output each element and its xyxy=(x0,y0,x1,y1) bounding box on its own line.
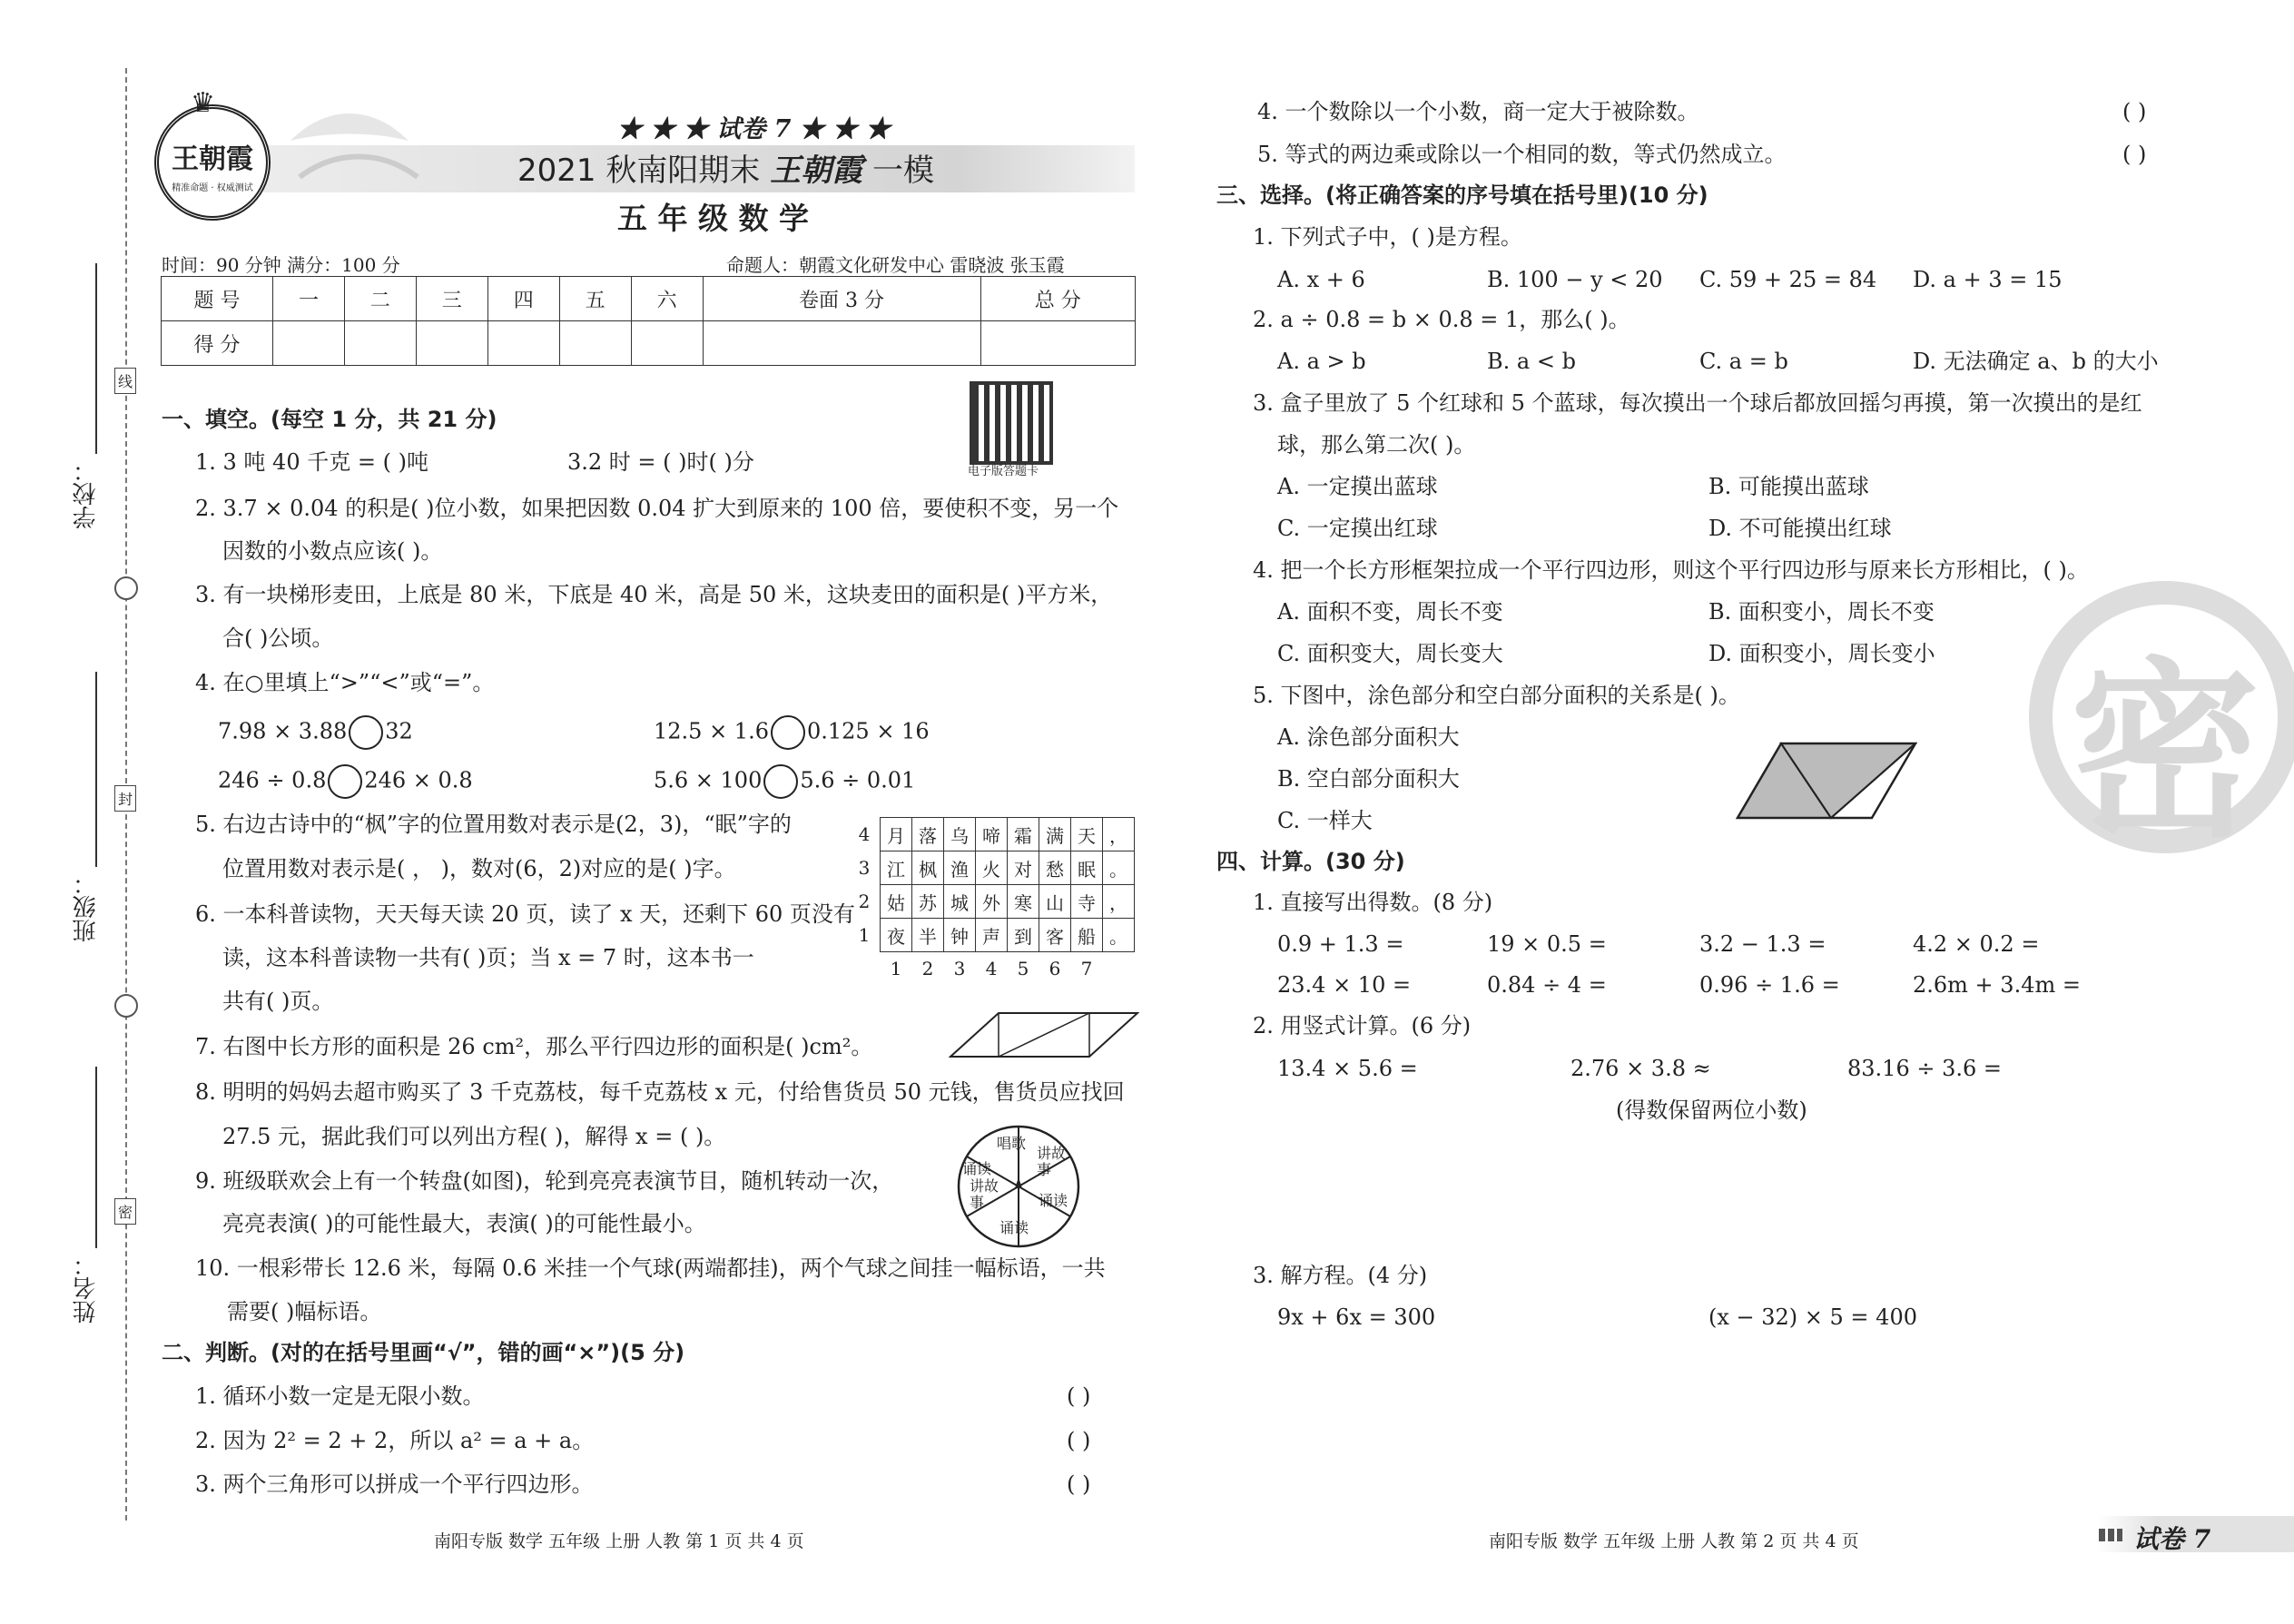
score-input-cell[interactable] xyxy=(273,321,345,366)
poem-row-label: 2 xyxy=(858,891,871,912)
choice-q1: 1. 下列式子中，( )是方程。 xyxy=(1253,224,1522,250)
q2-text-cont: 因数的小数点应该( )。 xyxy=(222,538,443,564)
poem-row xyxy=(849,851,1135,885)
answer-paren[interactable]: ( ) xyxy=(2122,99,2147,124)
authors: 命题人：朝霞文化研发中心 雷晓波 张玉霞 xyxy=(726,254,1065,276)
poem-cell: 到 xyxy=(1008,919,1039,952)
poem-col-label: 3 xyxy=(953,958,966,979)
poem-col-label: 4 xyxy=(985,958,998,979)
choice-opt[interactable]: C. 面积变大，周长变大 xyxy=(1277,641,1503,666)
calc-item: 0.96 ÷ 1.6 = xyxy=(1699,972,1840,998)
q2-text: 2. 3.7 × 0.04 的积是( )位小数，如果把因数 0.04 扩大到原来的 100 倍，要使积不变，另一个 xyxy=(195,496,1119,521)
school-label: 学校： xyxy=(73,458,100,529)
poem-row-label: 1 xyxy=(858,924,871,946)
score-table-header-row xyxy=(162,277,1136,321)
score-input-cell[interactable] xyxy=(631,321,703,366)
ribbon-decoration xyxy=(272,86,427,204)
footer-badge-squares xyxy=(2099,1529,2122,1541)
poem-cell: 对 xyxy=(1008,851,1039,885)
footer-left: 南阳专版 数学 五年级 上册 人教 第 1 页 共 4 页 xyxy=(434,1531,804,1551)
poem-row xyxy=(849,818,1135,851)
qr-code-icon[interactable] xyxy=(970,381,1053,465)
choice-opt[interactable]: C. 一定摸出红球 xyxy=(1277,516,1438,541)
q1-text: 1. 3 吨 40 千克 = ( )吨 xyxy=(195,449,428,475)
answer-paren[interactable]: ( ) xyxy=(1067,1383,1091,1409)
score-input-cell[interactable] xyxy=(559,321,631,366)
score-cell: 六 xyxy=(631,277,703,321)
logo-subtext: 精准命题 · 权威测试 xyxy=(172,183,253,193)
score-input-cell[interactable] xyxy=(487,321,559,366)
choice-opt[interactable]: D. 面积变小，周长变小 xyxy=(1708,641,1935,666)
spinner-label: 诵读 xyxy=(962,1160,992,1177)
part3-heading: 三、选择。(将正确答案的序号填在括号里)(10 分) xyxy=(1216,182,1708,208)
calc-item: 3.2 − 1.3 = xyxy=(1699,931,1826,957)
q4d-right: 5.6 ÷ 0.01 xyxy=(800,767,916,793)
poem-col-label: 7 xyxy=(1080,958,1093,979)
choice-opt[interactable]: B. a < b xyxy=(1487,349,1576,374)
calc-s1: 1. 直接写出得数。(8 分) xyxy=(1253,890,1493,915)
poem-cell: 船 xyxy=(1071,919,1103,952)
answer-paren[interactable]: ( ) xyxy=(1067,1428,1091,1453)
choice-q4: 4. 把一个长方形框架拉成一个平行四边形，则这个平行四边形与原来长方形相比，( )。 xyxy=(1253,557,2089,583)
part1-heading: 一、填空。(每空 1 分，共 21 分) xyxy=(162,407,497,432)
calc-s2: 2. 用竖式计算。(6 分) xyxy=(1253,1013,1472,1038)
poem-col-label: 5 xyxy=(1017,958,1029,979)
q4b-left: 12.5 × 1.6 xyxy=(654,718,769,744)
choice-q3-cont: 球，那么第二次( )。 xyxy=(1277,432,1476,458)
q8-text: 8. 明明的妈妈去超市购买了 3 千克荔枝，每千克荔枝 x 元，付给售货员 50 元钱，售货员应找回 xyxy=(195,1079,1125,1105)
poem-cell: 姑 xyxy=(881,885,912,919)
poem-cell: 外 xyxy=(976,885,1008,919)
poem-cell: ， xyxy=(1103,818,1135,851)
ornament-icon xyxy=(114,994,138,1018)
compare-circle[interactable] xyxy=(771,715,805,750)
score-input-cell[interactable] xyxy=(980,321,1135,366)
answer-paren[interactable]: ( ) xyxy=(2122,142,2147,167)
q5-text: 5. 右边古诗中的“枫”字的位置用数对表示是(2，3)，“眠”字的 xyxy=(195,812,792,837)
choice-opt[interactable]: A. 一定摸出蓝球 xyxy=(1277,474,1438,499)
crown-icon: ♛ xyxy=(191,87,215,119)
class-label: 班级： xyxy=(73,871,100,942)
q6-text-cont: 读，这本科普读物一共有( )页；当 x = 7 时，这本书一 xyxy=(222,945,754,970)
compare-circle[interactable] xyxy=(763,764,798,799)
equation: (x − 32) × 5 = 400 xyxy=(1708,1304,1917,1330)
q4b-right: 0.125 × 16 xyxy=(806,718,930,744)
poem-row xyxy=(849,885,1135,919)
exam-title-brand: 王朝霞 xyxy=(770,153,863,189)
q4d-left: 5.6 × 100 xyxy=(654,767,763,793)
poem-cell: 火 xyxy=(976,851,1008,885)
q6-text-cont2: 共有( )页。 xyxy=(222,989,334,1014)
q4c-right: 246 × 0.8 xyxy=(364,767,473,793)
q9-text: 9. 班级联欢会上有一个转盘(如图)，轮到亮亮表演节目，随机转动一次， xyxy=(195,1168,894,1194)
poem-cell: 天 xyxy=(1071,818,1103,851)
logo-text: 王朝霞 xyxy=(172,143,253,175)
poem-cell: 啼 xyxy=(976,818,1008,851)
poem-row xyxy=(849,919,1135,952)
vertical-calc: 13.4 × 5.6 = xyxy=(1277,1056,1418,1081)
poem-cell: 夜 xyxy=(881,919,912,952)
seal-line-mark: 线 xyxy=(114,368,136,394)
choice-opt[interactable]: D. a + 3 = 15 xyxy=(1913,267,2063,292)
poem-cell: 声 xyxy=(976,919,1008,952)
secret-watermark-text: 密 xyxy=(2070,641,2261,863)
qr-caption: 电子版答题卡 xyxy=(968,465,1039,478)
spinner-label: 讲故事 xyxy=(970,1177,999,1211)
poem-cell: ， xyxy=(1103,885,1135,919)
calc-item: 23.4 × 10 = xyxy=(1277,972,1412,998)
poem-cell: 半 xyxy=(912,919,944,952)
q4c-left: 246 ÷ 0.8 xyxy=(218,767,327,793)
seal-seal-mark: 封 xyxy=(114,785,136,812)
q10-text: 10. 一根彩带长 12.6 米，每隔 0.6 米挂一个气球(两端都挂)，两个气球之间挂一幅标语，一共 xyxy=(195,1255,1106,1281)
judge-q4: 4. 一个数除以一个小数，商一定大于被除数。 xyxy=(1257,99,1699,124)
score-cell: 得 分 xyxy=(162,321,273,366)
poem-col-label: 6 xyxy=(1049,958,1061,979)
compare-circle[interactable] xyxy=(328,764,362,799)
answer-paren[interactable]: ( ) xyxy=(1067,1471,1091,1497)
part2-heading: 二、判断。(对的在括号里画“√”，错的画“×”)(5 分) xyxy=(162,1340,685,1365)
school-input-line[interactable] xyxy=(95,263,97,454)
q4-compare-d xyxy=(654,764,915,799)
choice-opt[interactable]: A. 面积不变，周长不变 xyxy=(1277,599,1503,625)
q7-figure xyxy=(949,1009,1139,1060)
poem-col-labels xyxy=(849,952,1135,986)
exam-series-label: ★ ★ ★ 试卷 7 ★ ★ ★ xyxy=(617,115,891,143)
vertical-calc: 83.16 ÷ 3.6 = xyxy=(1847,1056,2002,1081)
exam-title-suffix: 一模 xyxy=(871,153,934,189)
choice-opt[interactable]: B. 面积变小，周长不变 xyxy=(1708,599,1935,625)
q10-text-cont: 需要( )幅标语。 xyxy=(227,1299,382,1324)
choice-opt[interactable]: A. x + 6 xyxy=(1277,267,1365,292)
q3-text: 3. 有一块梯形麦田，上底是 80 米，下底是 40 米，高是 50 米，这块麦田的面积是( )平方米， xyxy=(195,582,1113,607)
spinner-label: 讲故事 xyxy=(1037,1145,1067,1178)
poem-row-label: 4 xyxy=(858,823,871,845)
poem-cell: 城 xyxy=(944,885,976,919)
q9-text-cont: 亮亮表演( )的可能性最大，表演( )的可能性最小。 xyxy=(222,1211,706,1236)
score-cell: 三 xyxy=(416,277,487,321)
poem-cell: 。 xyxy=(1103,851,1135,885)
q5-parallelogram-figure xyxy=(1736,740,1917,822)
poem-col-label: 1 xyxy=(890,958,902,979)
score-cell: 一 xyxy=(273,277,345,321)
judge-q1: 1. 循环小数一定是无限小数。 xyxy=(195,1383,485,1409)
vertical-calc-note: (得数保留两位小数) xyxy=(1616,1097,1807,1123)
poem-cell: 落 xyxy=(912,818,944,851)
q6-text: 6. 一本科普读物，天天每天读 20 页，读了 x 天，还剩下 60 页没有 xyxy=(195,901,855,927)
vertical-calc: 2.76 × 3.8 ≈ xyxy=(1570,1056,1711,1081)
choice-opt[interactable]: B. 可能摸出蓝球 xyxy=(1708,474,1869,499)
calc-item: 4.2 × 0.2 = xyxy=(1913,931,2040,957)
time-score: 时间：90 分钟 满分：100 分 xyxy=(162,254,400,276)
q3-text-cont: 合( )公顷。 xyxy=(222,625,334,651)
poem-cell: 渔 xyxy=(944,851,976,885)
poem-cell: 寒 xyxy=(1008,885,1039,919)
exam-title-main: 2021 秋南阳期末 xyxy=(517,153,761,189)
choice-opt[interactable]: D. 无法确定 a、b 的大小 xyxy=(1913,349,2159,374)
poem-cell: 江 xyxy=(881,851,912,885)
choice-opt[interactable]: C. 59 + 25 = 84 xyxy=(1699,267,1877,292)
calc-item: 0.9 + 1.3 = xyxy=(1277,931,1404,957)
score-table xyxy=(161,276,1136,366)
exam-title xyxy=(517,145,934,190)
choice-q3: 3. 盒子里放了 5 个红球和 5 个蓝球，每次摸出一个球后都放回摇匀再摸，第一次摸出的是红 xyxy=(1253,390,2142,416)
judge-q5: 5. 等式的两边乘或除以一个相同的数，等式仍然成立。 xyxy=(1257,142,1787,167)
part4-heading: 四、计算。(30 分) xyxy=(1216,849,1405,874)
equation: 9x + 6x = 300 xyxy=(1277,1304,1436,1330)
poem-cell: 苏 xyxy=(912,885,944,919)
spinner-label: 诵读 xyxy=(999,1219,1029,1236)
calc-item: 0.84 ÷ 4 = xyxy=(1487,972,1607,998)
poem-cell: 乌 xyxy=(944,818,976,851)
score-cell: 二 xyxy=(344,277,416,321)
brand-logo xyxy=(154,104,271,221)
score-cell: 题 号 xyxy=(162,277,273,321)
q1b-text: 3.2 时 = ( )时( )分 xyxy=(567,449,754,475)
choice-opt[interactable]: B. 空白部分面积大 xyxy=(1277,766,1460,792)
q4-compare-b xyxy=(654,715,930,750)
q4a-left: 7.98 × 3.88 xyxy=(218,718,348,744)
calc-item: 2.6m + 3.4m = xyxy=(1913,972,2081,998)
choice-q2: 2. a ÷ 0.8 = b × 0.8 = 1，那么( )。 xyxy=(1253,307,1630,332)
poem-cell: 月 xyxy=(881,818,912,851)
poem-cell: 钟 xyxy=(944,919,976,952)
spinner-label: 唱歌 xyxy=(997,1135,1027,1152)
judge-q3: 3. 两个三角形可以拼成一个平行四边形。 xyxy=(195,1471,594,1497)
q8-text-cont: 27.5 元，据此我们可以列出方程( )，解得 x = ( )。 xyxy=(222,1124,726,1149)
compare-circle[interactable] xyxy=(349,715,383,750)
choice-opt[interactable]: A. 涂色部分面积大 xyxy=(1277,724,1460,750)
choice-opt[interactable]: C. a = b xyxy=(1699,349,1788,374)
poem-cell: 眠 xyxy=(1071,851,1103,885)
poem-grid xyxy=(849,817,1135,985)
class-input-line[interactable] xyxy=(95,672,97,867)
poem-cell: 客 xyxy=(1039,919,1071,952)
judge-q2: 2. 因为 2² = 2 + 2，所以 a² = a + a。 xyxy=(195,1428,595,1453)
seal-secret-mark: 密 xyxy=(114,1198,136,1225)
q5-text-cont: 位置用数对表示是( ， )，数对(6，2)对应的是( )字。 xyxy=(222,856,736,881)
q7-text: 7. 右图中长方形的面积是 26 cm²，那么平行四边形的面积是( )cm²。 xyxy=(195,1034,873,1059)
footer-right: 南阳专版 数学 五年级 上册 人教 第 2 页 共 4 页 xyxy=(1489,1531,1859,1551)
choice-q5: 5. 下图中，涂色部分和空白部分面积的关系是( )。 xyxy=(1253,683,1740,708)
ornament-icon xyxy=(114,576,138,600)
choice-opt[interactable]: A. a > b xyxy=(1277,349,1366,374)
choice-opt[interactable]: B. 100 − y < 20 xyxy=(1487,267,1663,292)
score-cell: 五 xyxy=(559,277,631,321)
poem-col-label: 2 xyxy=(921,958,934,979)
footer-badge: 试卷 7 xyxy=(2133,1524,2211,1554)
name-input-line[interactable] xyxy=(95,1067,97,1248)
poem-cell: 愁 xyxy=(1039,851,1071,885)
score-input-cell[interactable] xyxy=(344,321,416,366)
score-table-score-row xyxy=(162,321,1136,366)
poem-cell: 山 xyxy=(1039,885,1071,919)
poem-cell: 满 xyxy=(1039,818,1071,851)
score-input-cell[interactable] xyxy=(703,321,980,366)
poem-cell: 。 xyxy=(1103,919,1135,952)
poem-cell: 霜 xyxy=(1008,818,1039,851)
choice-opt[interactable]: D. 不可能摸出红球 xyxy=(1708,516,1892,541)
q4a-right: 32 xyxy=(385,718,413,744)
q4-compare-c xyxy=(218,764,473,799)
spinner-label: 诵读 xyxy=(1039,1192,1068,1209)
poem-row-label: 3 xyxy=(858,857,871,879)
subject-title: 五 年 级 数 学 xyxy=(617,201,809,236)
calc-item: 19 × 0.5 = xyxy=(1487,931,1607,957)
calc-s3: 3. 解方程。(4 分) xyxy=(1253,1263,1428,1288)
poem-cell: 枫 xyxy=(912,851,944,885)
poem-cell: 寺 xyxy=(1071,885,1103,919)
name-label: 姓名： xyxy=(73,1253,100,1324)
q4-text: 4. 在○里填上“>”“<”或“=”。 xyxy=(195,670,495,695)
score-cell: 四 xyxy=(487,277,559,321)
score-cell: 总 分 xyxy=(980,277,1135,321)
q4-compare-a xyxy=(218,715,413,750)
choice-opt[interactable]: C. 一样大 xyxy=(1277,808,1373,833)
score-cell: 卷面 3 分 xyxy=(703,277,980,321)
score-input-cell[interactable] xyxy=(416,321,487,366)
